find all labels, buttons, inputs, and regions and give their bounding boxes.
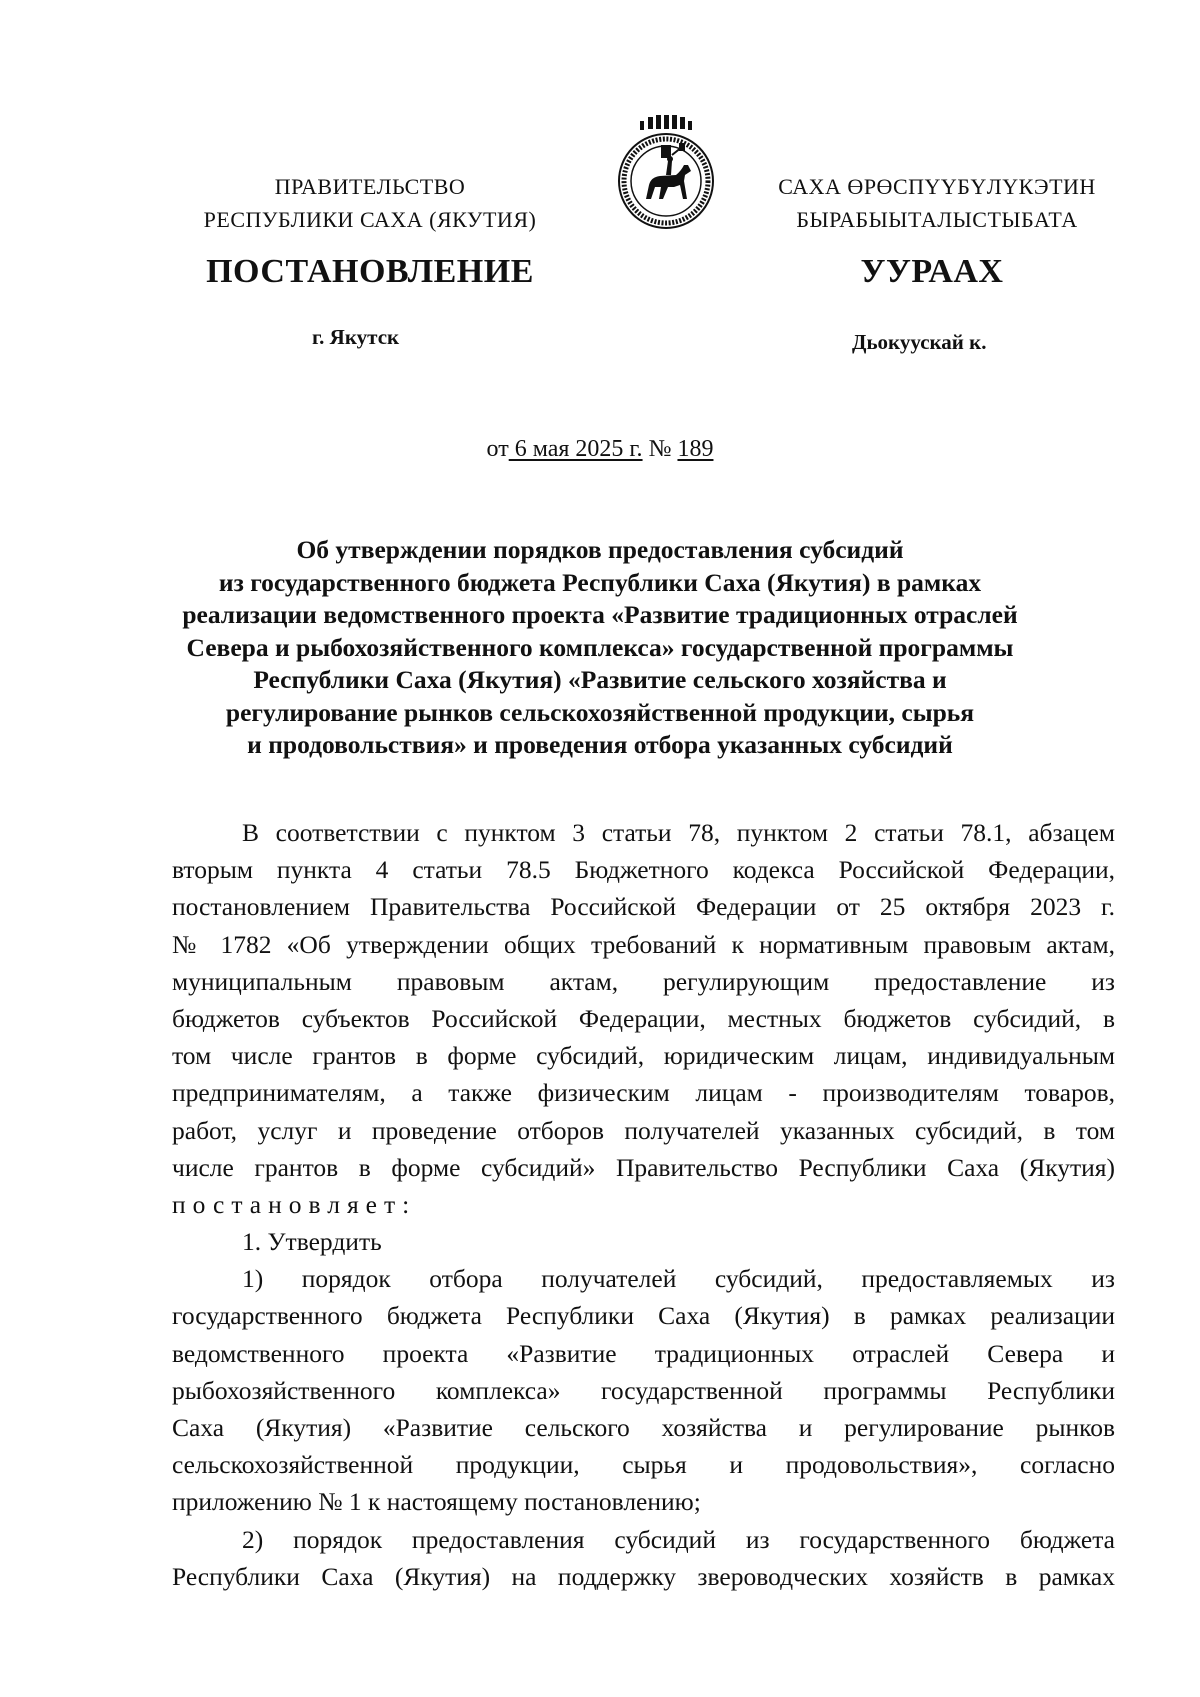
- body-line-resolves: постановляет:: [172, 1189, 417, 1219]
- body-line: работ, услуг и проведение отборов получателей указанных субсидий, в том: [172, 1115, 1115, 1145]
- document-body: [172, 814, 1115, 1595]
- body-line: Саха (Якутия) «Развитие сельского хозяйства и регулирование рынков: [172, 1413, 1115, 1442]
- body-line: ведомственного проекта «Развитие традиционных отраслей Севера и: [172, 1338, 1115, 1368]
- doc-type-left: ПОСТАНОВЛЕНИЕ: [206, 253, 534, 290]
- body-line: государственного бюджета Республики Саха (Якутия) в рамках реализации: [172, 1301, 1115, 1331]
- document-title: [140, 534, 1060, 762]
- title-line: реализации ведомственного проекта «Развитие традиционных отраслей: [182, 600, 1018, 629]
- header-left-line1: ПРАВИТЕЛЬСТВО: [274, 174, 466, 199]
- body-line: числе грантов в форме субсидий» Правительство Республики Саха (Якутия): [172, 1152, 1115, 1182]
- body-line: рыбохозяйственного комплекса» государственной программы Республики: [172, 1375, 1115, 1405]
- doc-type-right: УУРААХ: [860, 253, 1004, 290]
- header-left-line2: РЕСПУБЛИКИ САХА (ЯКУТИЯ): [203, 207, 537, 232]
- body-line: В соответствии с пунктом 3 статьи 78, пунктом 2 статьи 78.1, абзацем: [242, 818, 1115, 847]
- body-line: предпринимателям, а также физическим лицам - производителям товаров,: [172, 1078, 1115, 1108]
- body-line: постановлением Правительства Российской Федерации от 25 октября 2023 г.: [172, 892, 1115, 922]
- body-line: 1) порядок отбора получателей субсидий, предоставляемых из: [242, 1264, 1115, 1294]
- header-right-line1: САХА ӨРӨСПҮҮБҮЛҮКЭТИН: [778, 174, 1096, 199]
- title-line: Об утверждении порядков предоставления субсидий: [296, 535, 904, 564]
- body-line: 1. Утвердить: [242, 1227, 382, 1257]
- title-line: Севера и рыбохозяйственного комплекса» государственной программы: [186, 632, 1014, 662]
- body-line: том числе грантов в форме субсидий, юридическим лицам, индивидуальным: [172, 1041, 1115, 1071]
- title-line: из государственного бюджета Республики Саха (Якутия) в рамках: [218, 567, 982, 597]
- title-line: Республики Саха (Якутия) «Развитие сельского хозяйства и: [253, 665, 947, 694]
- body-line: муниципальным правовым актам, регулирующим предоставление из: [172, 966, 1115, 996]
- title-line: и продовольствия» и проведения отбора указанных субсидий: [247, 730, 953, 759]
- document-number: 189: [677, 436, 714, 462]
- date-line: [0, 436, 1200, 463]
- header-left: [180, 170, 560, 236]
- body-line: № 1782 «Об утверждении общих требований к нормативным правовым актам,: [172, 929, 1115, 959]
- document-date: 6 мая 2025 г.: [508, 436, 643, 462]
- coat-of-arms-sakha-icon: [608, 115, 724, 231]
- body-line: сельскохозяйственной продукции, сырья и продовольствия», согласно: [172, 1450, 1115, 1480]
- city-left: г. Якутск: [312, 325, 400, 349]
- body-line: приложению № 1 к настоящему постановлению;: [172, 1487, 701, 1517]
- header-right-line2: БЫРАБЫЫТАЛЫСТЫБАТА: [796, 207, 1078, 232]
- number-sign: №: [642, 436, 678, 462]
- body-line: бюджетов субъектов Российской Федерации, местных бюджетов субсидий, в: [172, 1003, 1115, 1033]
- body-line: 2) порядок предоставления субсидий из государственного бюджета: [242, 1524, 1115, 1554]
- body-line: вторым пункта 4 статьи 78.5 Бюджетного кодекса Российской Федерации,: [172, 855, 1115, 885]
- city-right: Дьокуускай к.: [852, 330, 987, 354]
- body-line: Республики Саха (Якутия) на поддержку звероводческих хозяйств в рамках: [172, 1561, 1115, 1591]
- title-line: регулирование рынков сельскохозяйственной продукции, сырья: [225, 697, 975, 727]
- header-right: [752, 170, 1122, 236]
- date-prefix: от: [486, 436, 509, 462]
